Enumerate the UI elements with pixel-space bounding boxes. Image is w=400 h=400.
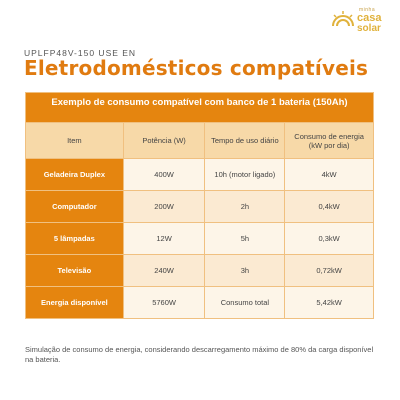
column-header-consumption: Consumo de energia (kW por dia) (285, 123, 374, 159)
power-cell: 12W (124, 223, 206, 255)
table-row (25, 159, 374, 191)
consumption-cell: 4kW (285, 159, 374, 191)
page-title: Eletrodomésticos compatíveis (24, 56, 369, 80)
usage-time-cell: Consumo total (205, 287, 285, 319)
row-label: 5 lâmpadas (26, 223, 124, 255)
usage-time-cell: 10h (motor ligado) (205, 159, 285, 191)
logo-small-text: minha (359, 7, 376, 13)
power-cell: 200W (124, 191, 206, 223)
table-row (25, 287, 374, 319)
power-cell: 5760W (124, 287, 206, 319)
table-row (25, 191, 374, 223)
sun-icon (330, 10, 356, 30)
column-header-item: Item (26, 123, 124, 159)
footnote: Simulação de consumo de energia, considerando descarregamento máximo de 80% da carga disponível na bateria. (25, 345, 374, 364)
column-header-daily-use: Tempo de uso diário (205, 123, 285, 159)
logo-casa-text: casa (357, 12, 382, 24)
table-row (25, 223, 374, 255)
consumption-cell: 5,42kW (285, 287, 374, 319)
row-label: Televisão (26, 255, 124, 287)
logo-solar-text: solar (357, 23, 381, 34)
power-cell: 240W (124, 255, 206, 287)
model-code: UPLFP48V-150 USE EN (24, 48, 137, 58)
usage-time-cell: 2h (205, 191, 285, 223)
column-header-power: Potência (W) (124, 123, 206, 159)
consumption-cell: 0,4kW (285, 191, 374, 223)
consumption-cell: 0,3kW (285, 223, 374, 255)
usage-time-cell: 3h (205, 255, 285, 287)
power-cell: 400W (124, 159, 206, 191)
consumption-cell: 0,72kW (285, 255, 374, 287)
table-header: Exemplo de consumo compatível com banco de 1 bateria (150Ah) (25, 92, 374, 123)
row-label: Geladeira Duplex (26, 159, 124, 191)
usage-time-cell: 5h (205, 223, 285, 255)
row-label: Computador (26, 191, 124, 223)
consumption-table (25, 92, 374, 319)
row-label: Energia disponível (26, 287, 124, 319)
table-row (25, 255, 374, 287)
casa-solar-logo (330, 6, 392, 36)
table-column-headers (25, 123, 374, 159)
